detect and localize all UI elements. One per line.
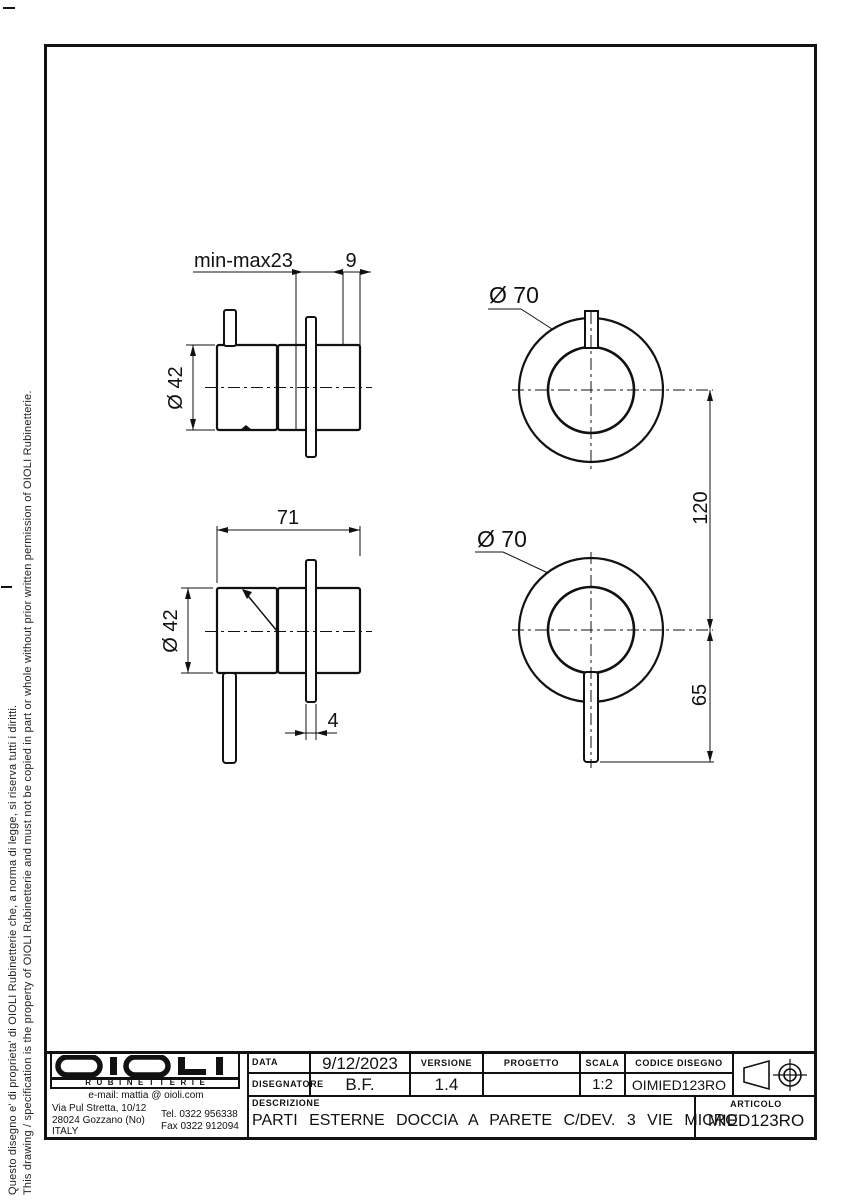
address-line-1: Via Pul Stretta, 10/12 <box>52 1103 147 1114</box>
dimension-9: 9 <box>345 250 357 272</box>
copyright-italian: Questo disegno e' di proprieta' di OIOLI Rubinetterie che, a norma di legge, si riserva tutti i diritti. <box>7 704 19 1195</box>
dimension-d70-top: Ø 70 <box>489 282 539 308</box>
handle-stub <box>224 310 236 346</box>
oioli-logo <box>54 1055 236 1077</box>
disegnatore-value: B.F. <box>345 1075 375 1094</box>
dimension-d42-bottom: Ø 42 <box>160 609 182 653</box>
company-address <box>52 1103 146 1138</box>
dimension-71: 71 <box>276 507 300 529</box>
versione-label: VERSIONE <box>420 1058 473 1068</box>
logo-subtitle: RUBINETTERIE <box>85 1078 211 1087</box>
front-view-lever-down <box>475 552 713 768</box>
address-line-3: ITALY <box>52 1126 79 1137</box>
disegnatore-label: DISEGNATORE <box>252 1079 324 1089</box>
data-value: 9/12/2023 <box>322 1054 398 1073</box>
dimension-d42-top: Ø 42 <box>165 366 187 410</box>
data-label: DATA <box>252 1057 279 1067</box>
front-view-handle-up <box>488 309 713 470</box>
dimension-120: 120 <box>690 491 712 525</box>
codice-disegno-value: OIMIED123RO <box>631 1077 727 1093</box>
side-view-handle-up <box>186 269 372 457</box>
descrizione-label: DESCRIZIONE <box>252 1098 321 1108</box>
progetto-label: PROGETTO <box>503 1058 560 1068</box>
address-line-2: 28024 Gozzano (No) <box>52 1114 145 1126</box>
scala-label: SCALA <box>585 1058 620 1068</box>
codice-disegno-label: CODICE DISEGNO <box>635 1058 723 1068</box>
company-tel: Tel. 0322 956338 <box>161 1109 238 1120</box>
dimension-4: 4 <box>327 710 339 732</box>
lever-handle <box>223 673 236 763</box>
company-logo-box <box>50 1052 240 1089</box>
company-fax: Fax 0322 912094 <box>161 1120 239 1132</box>
side-view-lever-down <box>181 526 372 763</box>
dimension-d70-bottom: Ø 70 <box>477 526 527 552</box>
company-phone <box>161 1109 239 1132</box>
company-email: e-mail: mattia @ oioli.com <box>88 1090 204 1101</box>
versione-value: 1.4 <box>434 1075 459 1094</box>
projection-symbol-icon <box>737 1056 813 1094</box>
articolo-value: MIED123RO <box>707 1111 805 1130</box>
dimension-65: 65 <box>689 683 711 707</box>
articolo-label: ARTICOLO <box>730 1099 782 1109</box>
copyright-english: This drawing / specification is the property of OIOLI Rubinetterie and must not be copied in part or whole without prior written permission of OIOLI Rubinetterie. <box>22 390 34 1195</box>
dimension-min-max23: min-max23 <box>194 250 293 272</box>
scala-value: 1:2 <box>592 1076 613 1093</box>
descrizione-value: PARTI ESTERNE DOCCIA A PARETE C/DEV. 3 VIE MICRO <box>252 1112 738 1129</box>
titleblock-divider <box>248 1095 817 1097</box>
